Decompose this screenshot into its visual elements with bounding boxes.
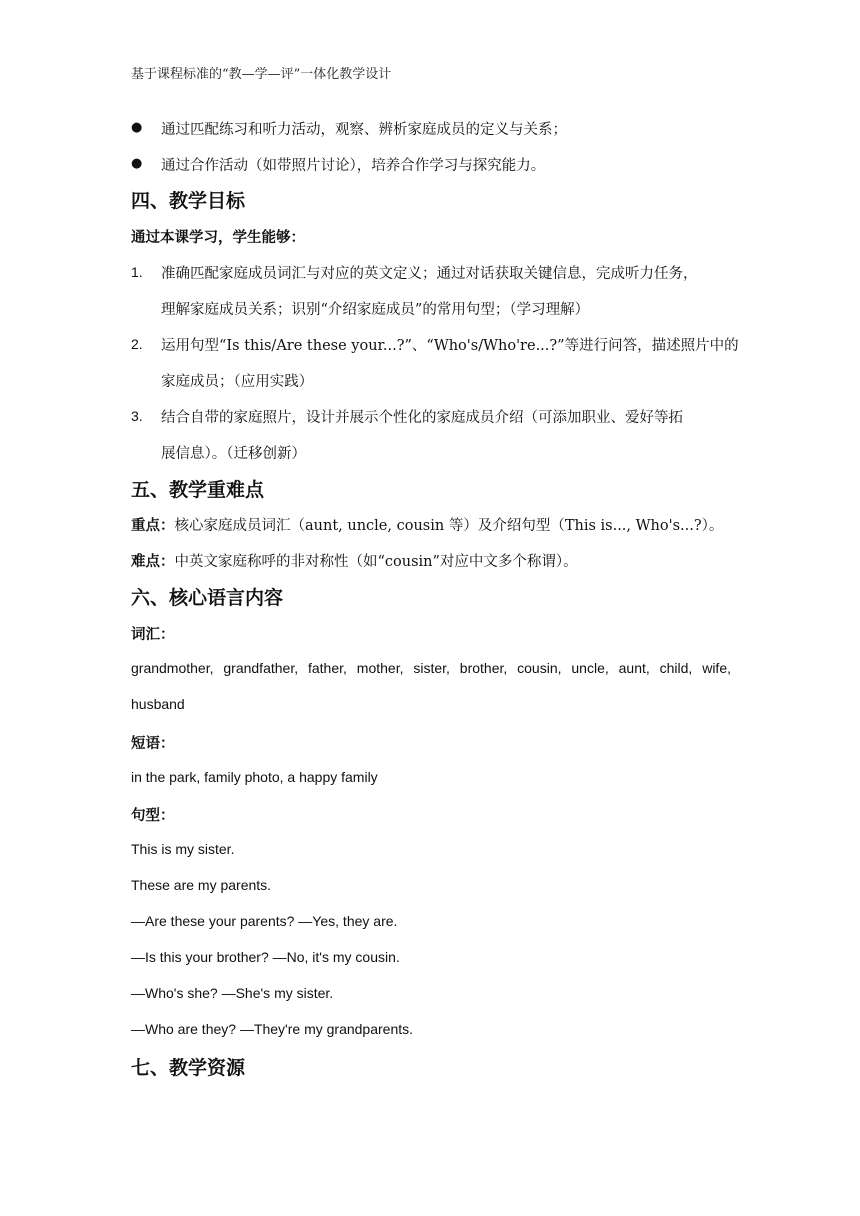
objectives-intro: 通过本课学习，学生能够： bbox=[131, 229, 305, 246]
sentence-pattern: —Is this your brother? —No, it's my cousin. bbox=[131, 949, 400, 965]
objective-line: 运用句型“Is this/Are these your...?”、“Who's/Who're...?”等进行问答，描述照片中的 bbox=[161, 338, 739, 354]
bullet-text: 通过匹配练习和听力活动，观察、辨析家庭成员的定义与关系； bbox=[161, 122, 567, 138]
sentence-pattern: These are my parents. bbox=[131, 877, 272, 893]
vocab-line: grandmother, grandfather, father, mother, sister, brother, cousin, uncle, aunt, child, wife, bbox=[131, 660, 731, 676]
list-number: 3. bbox=[131, 408, 143, 424]
objective-line: 结合自带的家庭照片，设计并展示个性化的家庭成员介绍（可添加职业、爱好等拓 bbox=[161, 410, 683, 426]
key-point-label: 重点： bbox=[131, 517, 175, 534]
section-title-objectives: 四、教学目标 bbox=[131, 190, 246, 212]
objective-line: 展信息）。（迁移创新） bbox=[161, 446, 306, 462]
section-title-resources: 七、教学资源 bbox=[131, 1057, 246, 1079]
objective-line: 准确匹配家庭成员词汇与对应的英文定义；通过对话获取关键信息，完成听力任务， bbox=[161, 266, 698, 282]
page-header: 基于课程标准的“教—学—评”一体化教学设计 bbox=[131, 67, 392, 82]
bullet-icon: ● bbox=[131, 120, 143, 135]
phrases-text: in the park, family photo, a happy family bbox=[131, 769, 378, 785]
list-number: 2. bbox=[131, 336, 143, 352]
bullet-text: 通过合作活动（如带照片讨论），培养合作学习与探究能力。 bbox=[161, 158, 546, 174]
phrase-label: 短语： bbox=[131, 735, 175, 752]
section-title-language: 六、核心语言内容 bbox=[131, 587, 284, 609]
section-title-key-difficult: 五、教学重难点 bbox=[131, 479, 265, 501]
sentence-pattern: —Who's she? —She's my sister. bbox=[131, 985, 334, 1001]
sentence-pattern: —Are these your parents? —Yes, they are. bbox=[131, 913, 398, 929]
difficult-point bbox=[131, 550, 578, 571]
vocab-label: 词汇： bbox=[131, 626, 175, 643]
pattern-label: 句型： bbox=[131, 807, 175, 824]
objective-line: 理解家庭成员关系；识别“介绍家庭成员”的常用句型；（学习理解） bbox=[161, 302, 590, 318]
key-point bbox=[131, 514, 723, 535]
bullet-icon: ● bbox=[131, 156, 143, 171]
sentence-pattern: —Who are they? —They're my grandparents. bbox=[131, 1021, 414, 1037]
difficult-point-text: 中英文家庭称呼的非对称性（如“cousin”对应中文多个称谓）。 bbox=[174, 554, 578, 570]
sentence-pattern: This is my sister. bbox=[131, 841, 235, 857]
objective-line: 家庭成员；（应用实践） bbox=[161, 374, 314, 390]
difficult-point-label: 难点： bbox=[131, 553, 175, 570]
vocab-line: husband bbox=[131, 696, 185, 712]
key-point-text: 核心家庭成员词汇（aunt, uncle, cousin 等）及介绍句型（This is..., Who's...?）。 bbox=[174, 518, 724, 534]
list-number: 1. bbox=[131, 264, 143, 280]
